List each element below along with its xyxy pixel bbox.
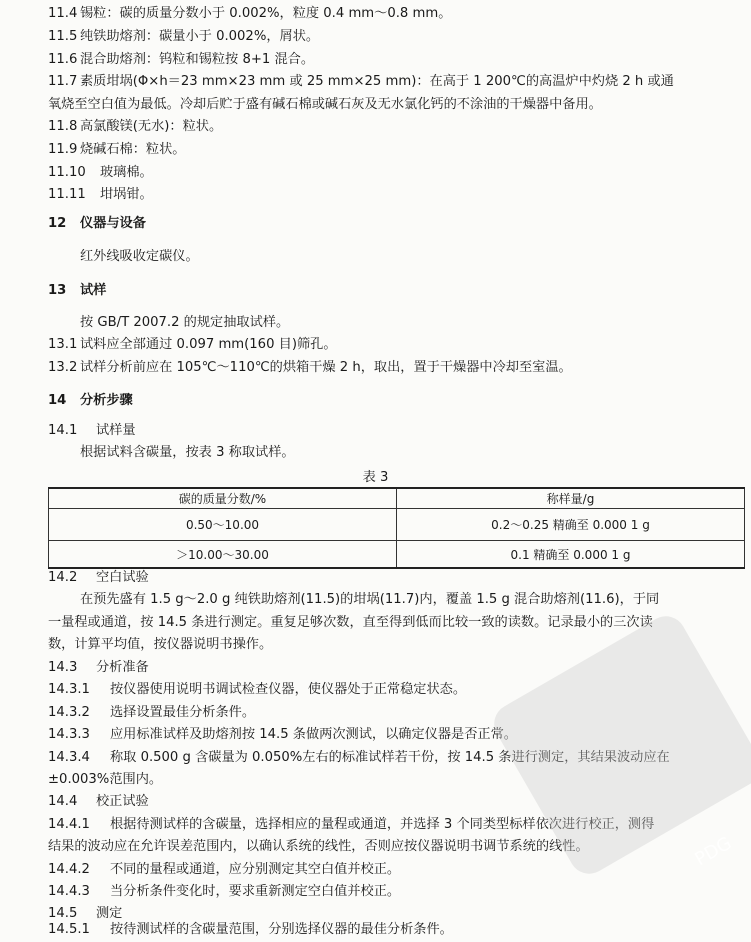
table-cell: 0.1 精确至 0.000 1 g [397,541,745,569]
table-3 [48,487,745,569]
table-header-row [49,488,745,509]
table-header-cell: 碳的质量分数/% [49,488,397,509]
table-row [49,541,745,569]
table-row [49,509,745,541]
watermark-label: PDG [691,832,736,871]
table-cell: 0.2～0.25 精确至 0.000 1 g [397,509,745,541]
table-3-caption: 表 3 [362,470,389,485]
table-cell: 0.50～10.00 [49,509,397,541]
table-header-cell: 称样量/g [397,488,745,509]
table-cell: ＞10.00～30.00 [49,541,397,569]
document-page: 11.4 锡粒：碳的质量分数小于 0.002%，粒度 0.4 mm～0.8 mm。 11.5 纯铁助熔剂：碳量小于 0.002%，屑状。 11.6 混合助熔剂：钨粒和锡粒按 8+1 混合。 11.7 素质坩埚(Φ×h＝23 mm×23 mm 或 25 mm×25 mm)：在高于 1 200℃的高温炉中灼烧 2 h 或通 氧烧至空白值为最低。冷却后贮于盛有碱石棉或碱石灰及无水氯化钙的不涂油的干燥器中备用。 11.8 高氯酸镁(无水)：粒状。 11.9 烧碱石棉：粒状。 11.10 玻璃棉。 11.11 坩埚钳。 12 仪器与设备 红外线吸收定碳仪。 13 试样 按 GB/T 2007.2 的规定抽取试样。 13.1 试料应全部通过 0.097 mm(160 目)筛孔。 13.2 试样分析前应在 105℃～110℃的烘箱干燥 2 h，取出，置于干燥器中冷却至室温。 14 分析步骤 14.1 试样量 根据试料含碳量，按表 3 称取试样。 表 3 碳的质量分数/% 称样量/g 0.50～10.00 0.2～0.25 精确至 0.000 1 g ＞10.00～30.00 0.1 精确至 0.000 1 g 14.2 空白试验 在预先盛有 1.5 g～2.0 g 纯铁助熔剂(11.5)的坩埚(11.7)内，覆盖 1.5 g 混合助熔剂(11.6)，于同 一量程或通道，按 14.5 条进行测定。重复足够次数，直至得到低而比较一致的读数。记录最小的三次读 数，计算平均值，按仪器说明书操作。 14.3 分析准备 14.3.1 按仪器使用说明书调试检查仪器，使仪器处于正常稳定状态。 14.3.2 选择设置最佳分析条件。 14.3.3 应用标准试样及助熔剂按 14.5 条做两次测试，以确定仪器是否正常。 14.3.4 称取 0.500 g 含碳量为 0.050%左右的标准试样若干份，按 14.5 条进行测定，其结果波动应在 ±0.003%范围内。 14.4 校正试验 14.4.1 根据待测试样的含碳量，选择相应的量程或通道，并选择 3 个同类型标样依次进行校正，测得 结果的波动应在允许误差范围内，以确认系统的线性，否则应按仪器说明书调节系统的线性。 14.4.2 不同的量程或通道，应分别测定其空白值并校正。 14.4.3 当分析条件变化时，要求重新测定空白值并校正。 14.5 测定 14.5.1 按待测试样的含碳量范围，分别选择仪器的最佳分析条件。 PDG [0,0,751,942]
